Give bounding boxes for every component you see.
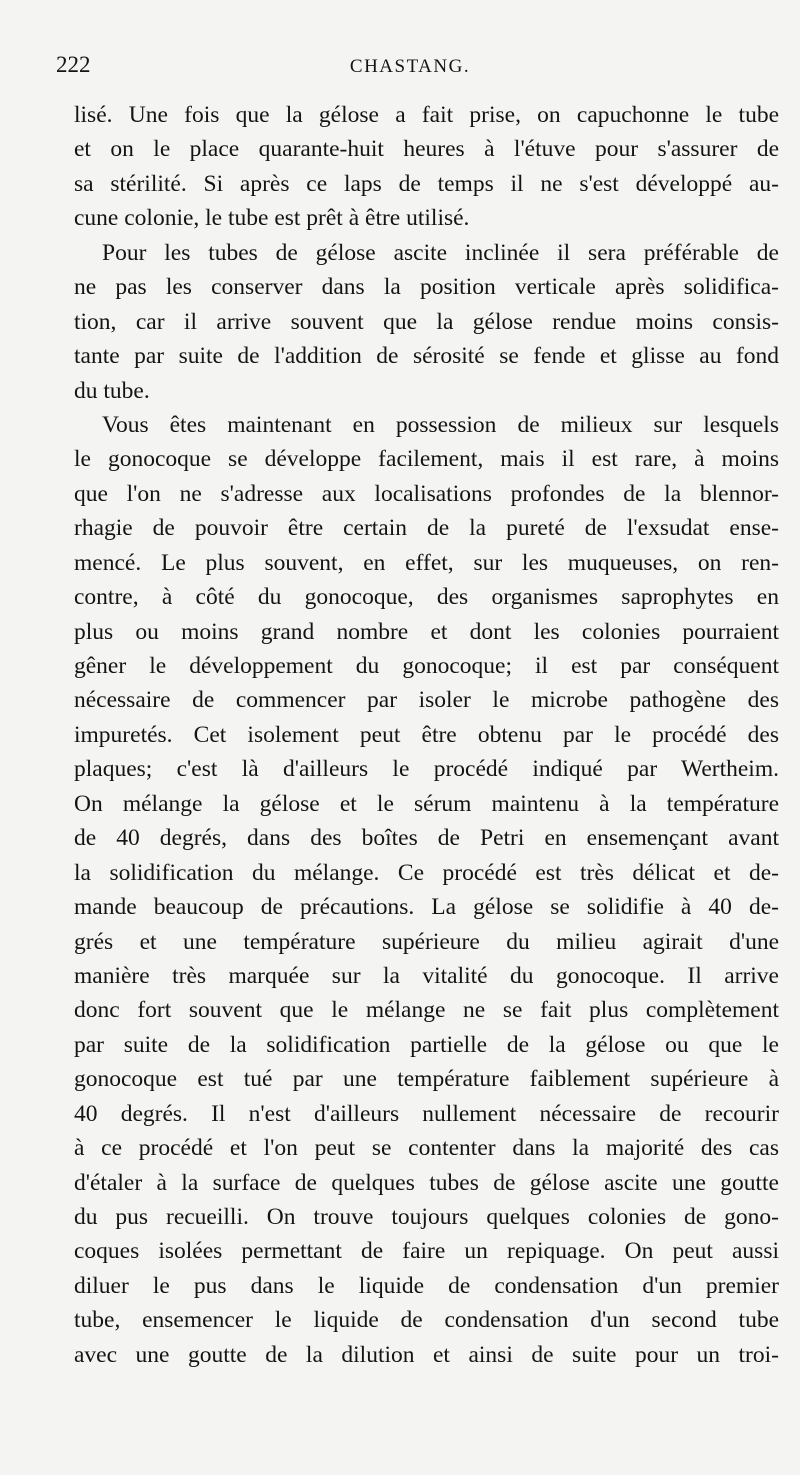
text-line: diluer le pus dans le liquide de condensation d'un premier xyxy=(74,1272,779,1299)
text-line: plaques; c'est là d'ailleurs le procédé indiqué par Wertheim. xyxy=(74,756,779,783)
text-line: de 40 degrés, dans des boîtes de Petri en ensemençant avant xyxy=(74,825,779,852)
text-line: gêner le développement du gonocoque; il est par conséquent xyxy=(74,653,779,679)
text-line: Vous êtes maintenant en possession de milieux sur lesquels xyxy=(102,411,779,438)
text-line: le gonocoque se développe facilement, mais il est rare, à moins xyxy=(74,446,779,473)
text-line: à ce procédé et l'on peut se contenter dans la majorité des cas xyxy=(74,1135,779,1162)
text-line: gonocoque est tué par une température faiblement supérieure à xyxy=(74,1066,779,1093)
text-line: mencé. Le plus souvent, en effet, sur les muqueuses, on ren- xyxy=(74,549,779,576)
text-line: avec une goutte de la dilution et ainsi de suite pour un troi- xyxy=(74,1341,779,1368)
text-line: du pus recueilli. On trouve toujours quelques colonies de gono- xyxy=(74,1204,779,1230)
body-text xyxy=(74,98,779,1372)
text-line: manière très marquée sur la vitalité du gonocoque. Il arrive xyxy=(74,962,779,989)
text-line: Pour les tubes de gélose ascite inclinée il sera préférable de xyxy=(102,239,779,266)
text-line: tube, ensemencer le liquide de condensation d'un second tube xyxy=(74,1307,779,1334)
text-line: ne pas les conserver dans la position verticale après solidifica- xyxy=(74,274,779,301)
text-line: grés et une température supérieure du milieu agirait d'une xyxy=(74,928,779,955)
text-line: cune colonie, le tube est prêt à être utilisé. xyxy=(74,205,470,232)
page-header xyxy=(56,52,764,84)
text-line: donc fort souvent que le mélange ne se fait plus complètement xyxy=(74,997,779,1024)
running-head: CHASTANG. xyxy=(349,56,471,77)
text-line: d'étaler à la surface de quelques tubes de gélose ascite une goutte xyxy=(74,1169,779,1196)
text-line: plus ou moins grand nombre et dont les colonies pourraient xyxy=(74,618,779,645)
text-line: lisé. Une fois que la gélose a fait prise, on capuchonne le tube xyxy=(74,102,779,128)
text-line: tante par suite de l'addition de sérosité se fende et glisse au fond xyxy=(74,343,779,370)
text-line: du tube. xyxy=(74,377,150,404)
text-line: sa stérilité. Si après ce laps de temps il ne s'est développé au- xyxy=(74,170,779,197)
text-line: tion, car il arrive souvent que la gélose rendue moins consis- xyxy=(74,308,779,335)
text-line: rhagie de pouvoir être certain de la pureté de l'exsudat ense- xyxy=(74,515,779,542)
text-line: par suite de la solidification partielle de la gélose ou que le xyxy=(74,1031,779,1058)
text-line: On mélange la gélose et le sérum maintenu à la température xyxy=(74,790,779,817)
text-line: et on le place quarante-huit heures à l'étuve pour s'assurer de xyxy=(74,136,779,163)
text-line: que l'on ne s'adresse aux localisations profondes de la blennor- xyxy=(74,480,779,507)
text-line: impuretés. Cet isolement peut être obtenu par le procédé des xyxy=(74,721,779,748)
text-line: contre, à côté du gonocoque, des organismes saprophytes en xyxy=(74,584,779,611)
text-line: 40 degrés. Il n'est d'ailleurs nullement nécessaire de recourir xyxy=(74,1100,779,1127)
text-line: mande beaucoup de précautions. La gélose se solidifie à 40 de- xyxy=(74,894,779,921)
page-number: 222 xyxy=(56,52,91,77)
text-line: coques isolées permettant de faire un repiquage. On peut aussi xyxy=(74,1238,779,1265)
text-line: nécessaire de commencer par isoler le microbe pathogène des xyxy=(74,687,779,714)
text-line: la solidification du mélange. Ce procédé est très délicat et de- xyxy=(74,859,779,886)
